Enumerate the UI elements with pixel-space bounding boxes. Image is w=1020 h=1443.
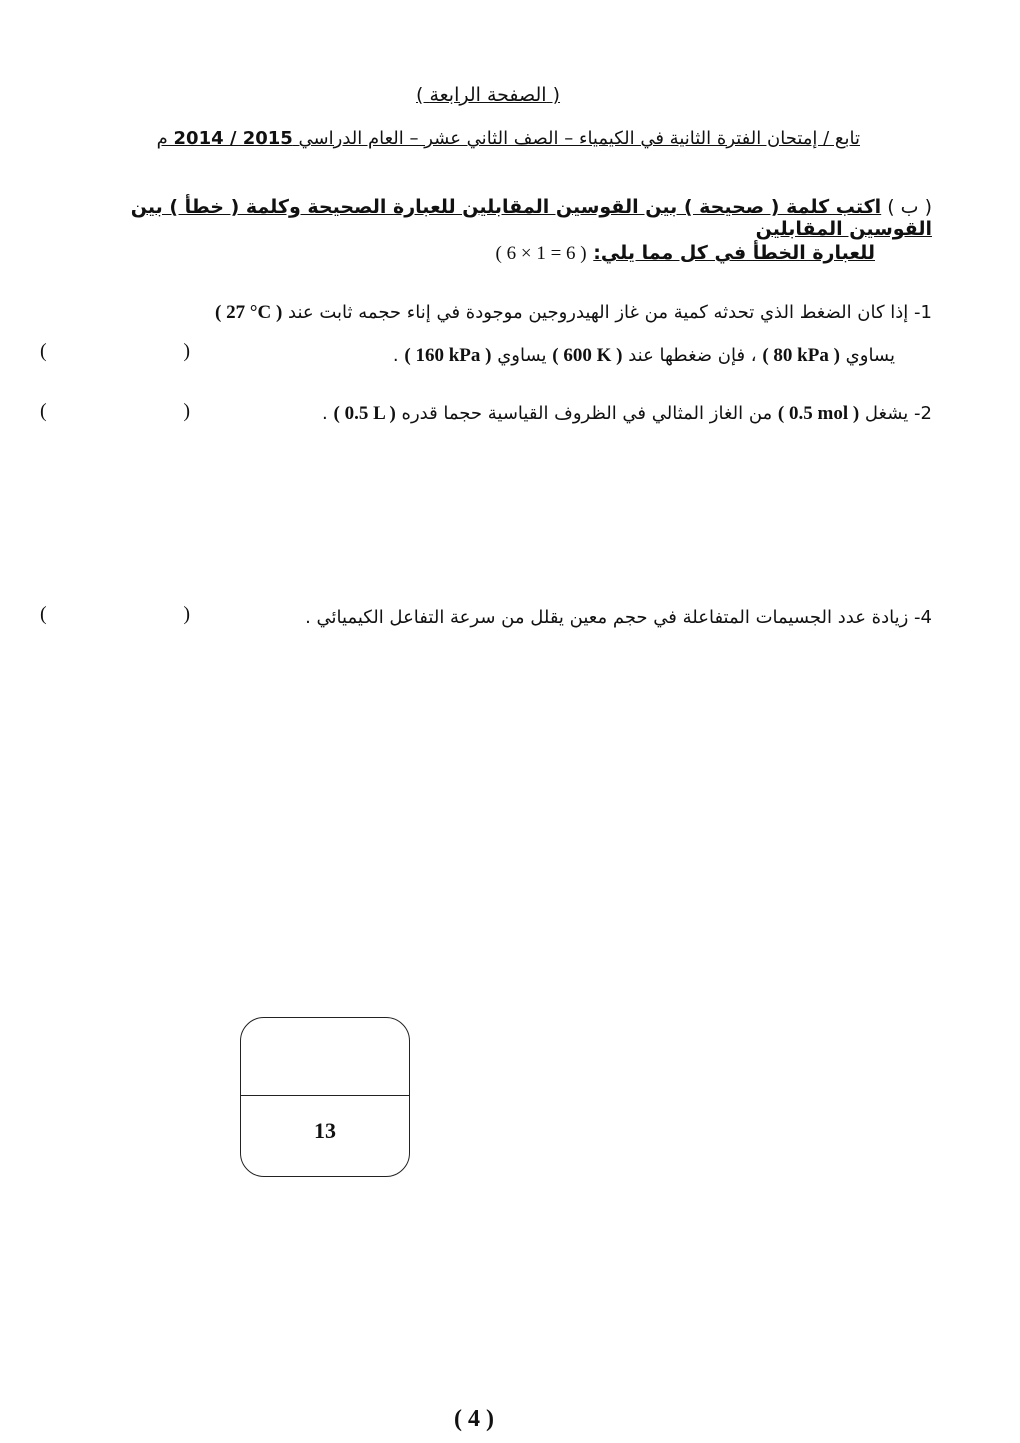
section-marks: ( 6 × 1 = 6 ) [495,243,587,264]
question-value: ( 600 K ) [552,345,623,366]
section-instruction [92,196,932,240]
question-value: ( 0.5 L ) [333,403,396,424]
question-number: 4- [914,607,932,628]
question-text: . [392,345,399,366]
question-2 [172,403,932,425]
header-text: تابع / إمتحان الفترة الثانية في الكيمياء – الصف الثاني عشر – العام الدراسي [292,128,860,149]
question-1-line-1 [132,302,932,324]
answer-blank-1[interactable] [40,340,190,363]
question-value: ( 27 °C ) [215,302,283,323]
question-text: ، فإن ضغطها عند [628,345,757,366]
answer-paren-close: ) [183,340,190,362]
answer-paren-close: ) [183,400,190,422]
question-text: زيادة عدد الجسيمات المتفاعلة في حجم معين يقلل من سرعة التفاعل الكيميائي . [305,607,909,628]
answer-paren-open: ( [40,603,47,625]
answer-blank-4[interactable] [40,603,190,626]
section-instruction-2 [175,242,875,265]
question-text: إذا كان الضغط الذي تحدثه كمية من غاز الهيدروجين موجودة في إناء حجمه ثابت عند [288,302,909,323]
question-1-line-2 [175,345,895,367]
question-value: ( 0.5 mol ) [777,403,860,424]
answer-blank-2[interactable] [40,400,190,423]
answer-paren-open: ( [40,340,47,362]
question-text: . [322,403,328,424]
score-box [240,1017,410,1177]
answer-paren-close: ) [183,603,190,625]
question-text: يساوي [497,345,547,366]
header-years: 2014 / 2015 [173,128,293,149]
page-number: ( 4 ) [454,1406,494,1432]
question-text: يساوي [845,345,895,366]
section-line2: للعبارة الخطأ في كل مما يلي: [593,242,875,264]
question-value: ( 160 kPa ) [404,345,492,366]
answer-paren-open: ( [40,400,47,422]
question-number: 1- [914,302,932,323]
section-line1: اكتب كلمة ( صحيحة ) بين القوسين المقابلين للعبارة الصحيحة وكلمة ( خطأ ) بين القوسين المقابلين [130,196,932,240]
question-value: ( 80 kPa ) [762,345,840,366]
page-label: ( الصفحة الرابعة ) [415,84,561,106]
header-suffix: م [156,128,174,149]
score-divider [241,1095,409,1096]
score-value: 13 [314,1118,336,1143]
exam-header [100,128,860,149]
question-4 [172,607,932,628]
question-number: 2- [914,403,932,424]
question-text: من الغاز المثالي في الظروف القياسية حجما قدره [401,403,773,424]
question-text: يشغل [864,403,909,424]
section-marker: ( ب ) [887,196,932,218]
